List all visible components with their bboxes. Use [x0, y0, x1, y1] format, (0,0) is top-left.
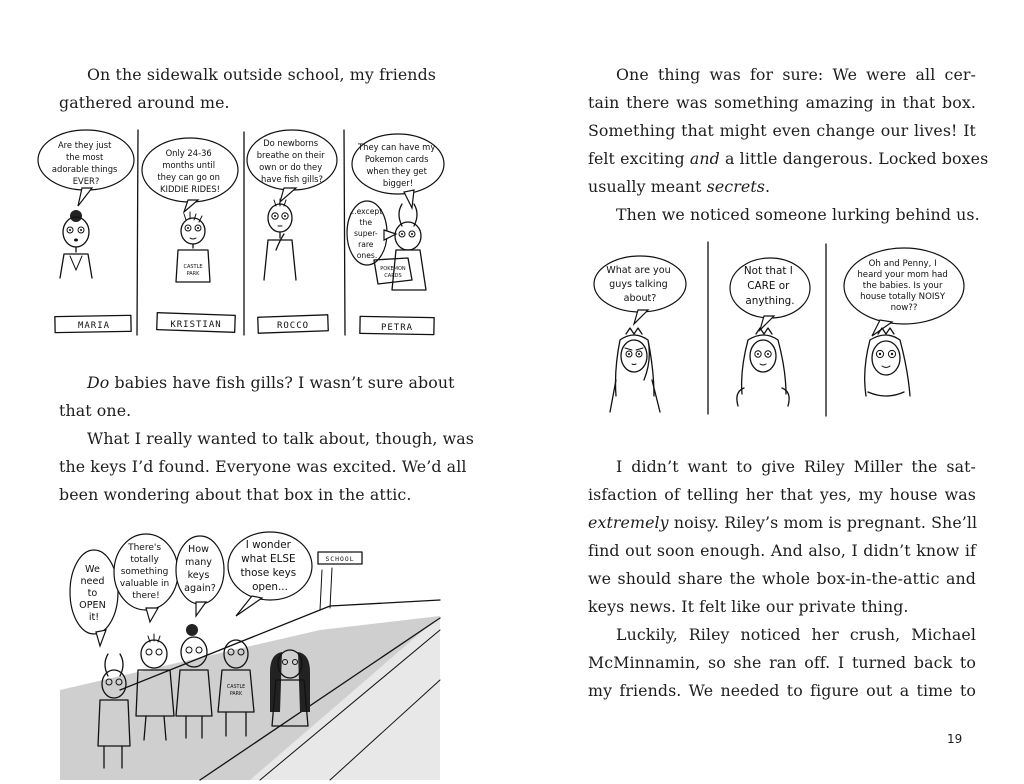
- text-line: tain there was something amazing in that box.: [588, 93, 976, 112]
- text-line: noisy. Riley’s mom is pregnant. She’ll: [668, 513, 978, 532]
- text-line: that one.: [59, 401, 132, 420]
- box-label-text: CARDS: [384, 273, 402, 279]
- text-line: What I really wanted to talk about, though, was: [87, 429, 474, 448]
- comic-group-sidewalk: [0, 530, 512, 780]
- page-number: 19: [947, 732, 963, 746]
- bubble-text: Do newborns breathe on their own or do they have fish gills?: [256, 138, 325, 184]
- riley-panel-2: [730, 258, 810, 406]
- shirt-logo-text: PARK: [229, 692, 243, 697]
- panel-petra: [347, 134, 444, 335]
- text-line: Luckily, Riley noticed her crush, Michael: [616, 625, 976, 644]
- bubble-tail: [404, 190, 414, 208]
- riley-panel-1: [594, 256, 686, 412]
- box-label-text: POKEMON: [380, 266, 406, 272]
- paragraph-amazing-box: [588, 61, 989, 201]
- text-line: .: [764, 177, 771, 196]
- bubble-text: How many keys again?: [184, 544, 216, 594]
- text-line: my friends. We needed to figure out a time to: [588, 681, 976, 700]
- bubble-text: We need to OPEN it!: [79, 564, 106, 623]
- name-tag-rocco: ROCCO: [276, 321, 310, 331]
- text-line: keys news. It felt like our private thing.: [588, 597, 909, 616]
- bubble-text: ...except the super- rare ones.: [349, 207, 383, 260]
- paragraph-luckily: [588, 621, 976, 705]
- bubble-text: They can have my Pokemon cards when they get bigger!: [358, 142, 436, 188]
- emphasis-text: Do: [87, 373, 110, 392]
- paragraph-keys: [59, 425, 474, 509]
- maria-figure: [60, 210, 92, 278]
- school-sign-text: SCHOOL: [325, 555, 355, 563]
- bubble-tail: [78, 188, 92, 206]
- text-line: Then we noticed someone lurking behind us.: [616, 205, 980, 224]
- shirt-logo-text: PARK: [186, 271, 200, 277]
- text-line: a little dangerous. Locked boxes: [719, 149, 989, 168]
- text-line: isfaction of telling her that yes, my house was: [588, 485, 976, 504]
- text-line: One thing was for sure: We were all cer-: [616, 65, 976, 84]
- text-line: On the sidewalk outside school, my friends: [87, 65, 436, 84]
- text-line: find out soon enough. And also, I didn’t know if: [588, 541, 976, 560]
- bubble-text: There's totally something valuable in there!: [119, 543, 170, 601]
- emphasis-text: secrets: [706, 177, 765, 196]
- text-line: gathered around me.: [59, 93, 230, 112]
- text-line: babies have fish gills? I wasn’t sure about: [109, 373, 455, 392]
- riley-panel-3: [844, 248, 964, 396]
- text-line: I didn’t want to give Riley Miller the sat-: [616, 457, 976, 476]
- bubble-text: Not that I CARE or anything.: [743, 265, 795, 307]
- emphasis-text: extremely: [588, 513, 669, 532]
- paragraph-lurking: [588, 201, 980, 229]
- bubble-tail: [280, 188, 296, 202]
- emphasis-text: and: [689, 149, 720, 168]
- comic-strip-friends: [0, 130, 512, 370]
- name-tag-petra: PETRA: [380, 323, 414, 333]
- bubble-text: I wonder what ELSE those keys open...: [240, 539, 297, 593]
- name-tag-maria: MARIA: [77, 321, 111, 331]
- bubble-text: Oh and Penny, I heard your mom had the babies. Is your house totally NOISY now??: [857, 259, 948, 313]
- text-line: McMinnamin, so she ran off. I turned back to: [588, 653, 976, 672]
- bubble-text: Only 24-36 months until they can go on KIDDIE RIDES!: [157, 148, 220, 194]
- bubble-text: What are you guys talking about?: [606, 265, 671, 304]
- comic-strip-riley: [512, 240, 1024, 430]
- bubble-text: Are they just the most adorable things EVER?: [51, 140, 118, 186]
- name-tag-kristian: KRISTIAN: [170, 320, 222, 330]
- paragraph-fish-gills: [59, 369, 455, 425]
- panel-kristian: [142, 138, 238, 332]
- text-line: Something that might even change our lives! It: [588, 121, 976, 140]
- bubble-tail: [384, 230, 396, 240]
- kristian-figure: [176, 212, 210, 282]
- shirt-logo-text: CASTLE: [183, 264, 203, 270]
- rocco-figure: [264, 199, 296, 280]
- text-line: usually meant: [588, 177, 707, 196]
- shirt-logo-text: CASTLE: [226, 685, 246, 690]
- text-line: felt exciting: [588, 149, 690, 168]
- text-line: the keys I’d found. Everyone was excited. We’d all: [59, 457, 467, 476]
- panel-maria: [38, 130, 134, 333]
- paragraph-riley-miller: [588, 453, 976, 621]
- paragraph-sidewalk: [59, 61, 436, 117]
- text-line: we should share the whole box-in-the-attic and: [588, 569, 976, 588]
- text-line: been wondering about that box in the attic.: [59, 485, 412, 504]
- panel-rocco: [247, 130, 337, 333]
- right-page: [512, 0, 1024, 784]
